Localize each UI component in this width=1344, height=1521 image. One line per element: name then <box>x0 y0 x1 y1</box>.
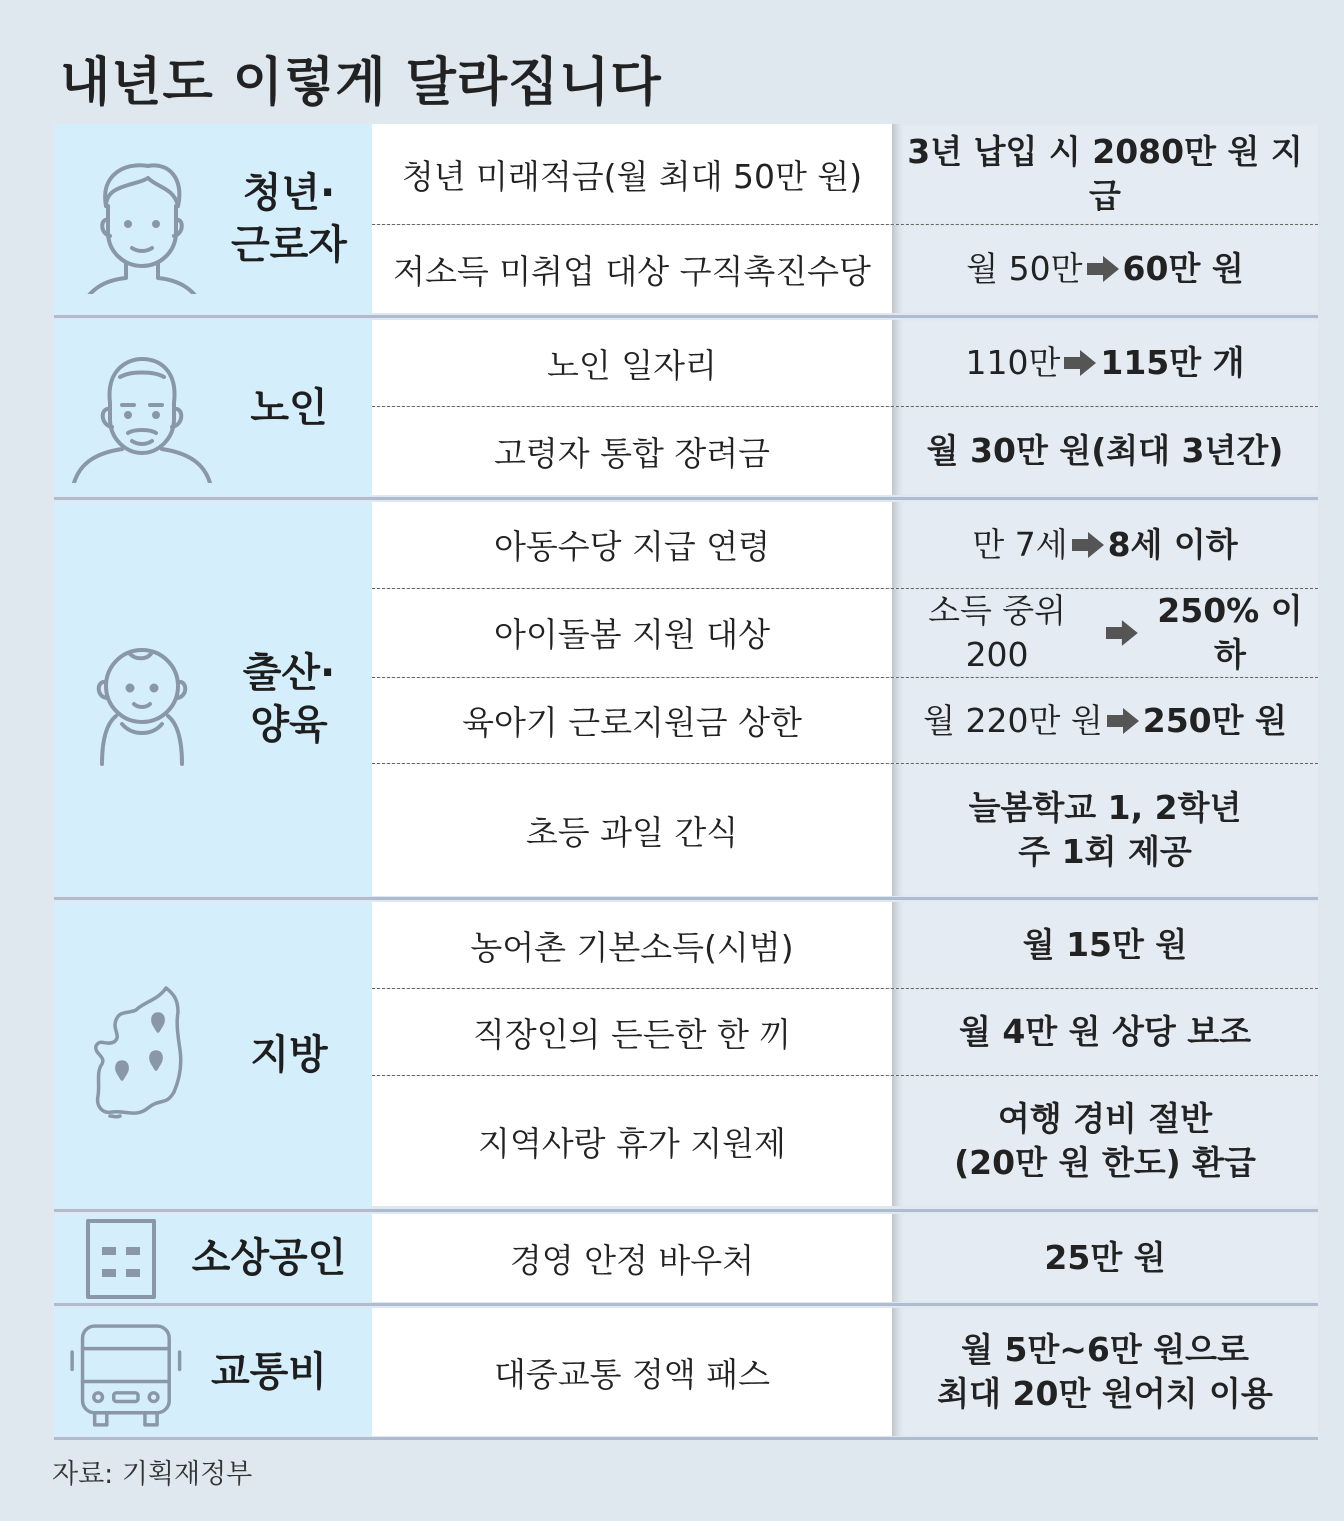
policy-value-text <box>892 130 1318 218</box>
policy-value-text <box>937 1328 1272 1416</box>
policy-row <box>372 988 1318 1075</box>
category-group <box>54 320 1318 496</box>
policy-value <box>892 1214 1318 1302</box>
category-group <box>54 502 1318 896</box>
policy-value-text <box>1044 1236 1165 1280</box>
new-value: 115만 개 <box>1100 343 1245 382</box>
policy-item <box>372 589 892 677</box>
new-value: 250만 원 <box>1142 700 1287 740</box>
new-value: 60만 원 <box>1122 249 1244 288</box>
text-line: 최대 20만 원어치 이용 <box>937 1374 1273 1413</box>
arrow-icon <box>1070 530 1106 560</box>
old-value: 만 7세 <box>972 524 1068 564</box>
elderly-man-icon <box>66 333 216 483</box>
policy-value <box>892 1076 1318 1206</box>
policy-row <box>372 406 1318 495</box>
policy-row <box>372 320 1318 406</box>
policy-item-label: 아동수당 지급 연령 <box>493 527 770 567</box>
new-value: 250% 이하 <box>1157 590 1303 674</box>
text-line: 출산· <box>242 650 336 696</box>
policy-value-text <box>959 1010 1251 1054</box>
policy-value-text <box>1023 923 1188 967</box>
policy-row <box>372 502 1318 588</box>
policy-item-label: 지역사랑 휴가 지원제 <box>478 1123 786 1163</box>
policy-value-text <box>969 786 1242 874</box>
policy-row <box>372 677 1318 764</box>
policy-item <box>372 407 892 495</box>
text-line: 월 30만 원(최대 3년간) <box>926 431 1284 470</box>
policy-value <box>892 225 1318 313</box>
policy-value <box>892 989 1318 1075</box>
policy-item <box>372 1308 892 1436</box>
category-label <box>174 1232 364 1284</box>
text-line: 교통비 <box>211 1349 327 1395</box>
policy-item-label: 고령자 통합 장려금 <box>493 433 770 473</box>
category-group <box>54 1214 1318 1302</box>
text-line: 근로자 <box>231 222 347 268</box>
policy-item <box>372 989 892 1075</box>
text-line: 청년· <box>242 170 336 216</box>
category-cell <box>54 902 372 1208</box>
category-label <box>224 167 354 271</box>
policy-row <box>372 763 1318 896</box>
policy-item <box>372 678 892 764</box>
category-cell <box>54 124 372 314</box>
category-label <box>224 1029 354 1081</box>
policy-table <box>54 124 1318 1436</box>
policy-row <box>372 1308 1318 1436</box>
young-man-icon <box>66 144 216 294</box>
text-line: 3년 납입 시 2080만 원 지급 <box>907 132 1303 215</box>
new-value: 8세 이하 <box>1107 524 1238 564</box>
category-label <box>224 647 354 751</box>
arrow-icon <box>1085 254 1121 284</box>
store-icon <box>76 1213 166 1303</box>
korea-map-icon <box>66 980 216 1130</box>
arrow-icon <box>1105 706 1141 736</box>
text-line: 노인 <box>250 385 328 431</box>
policy-value <box>892 678 1318 764</box>
policy-item-label: 육아기 근로지원금 상한 <box>462 703 802 743</box>
arrow-icon <box>1062 348 1098 378</box>
text-line: 양육 <box>250 702 328 748</box>
policy-item-label: 대중교통 정액 패스 <box>493 1354 770 1394</box>
policy-row <box>372 224 1318 313</box>
policy-item-label: 아이돌봄 지원 대상 <box>493 615 770 655</box>
baby-icon <box>66 624 216 774</box>
policy-row <box>372 588 1318 677</box>
policy-item <box>372 124 892 224</box>
policy-item <box>372 1214 892 1302</box>
category-label <box>184 1346 354 1398</box>
policy-value <box>892 902 1318 988</box>
arrow-icon <box>1104 618 1140 648</box>
policy-item <box>372 764 892 896</box>
policy-item-label: 초등 과일 간식 <box>525 812 739 852</box>
category-cell <box>54 1214 372 1302</box>
policy-item-label: 청년 미래적금(월 최대 50만 원) <box>401 156 863 196</box>
page-title: 내년도 이렇게 달라집니다 <box>60 53 662 113</box>
policy-item <box>372 502 892 588</box>
policy-item-label: 농어촌 기본소득(시범) <box>470 927 794 967</box>
policy-value <box>892 124 1318 224</box>
policy-value <box>892 407 1318 495</box>
bus-icon <box>60 1307 190 1437</box>
policy-value <box>892 502 1318 588</box>
policy-item <box>372 1076 892 1206</box>
policy-item-label: 노인 일자리 <box>547 345 717 385</box>
category-cell <box>54 502 372 896</box>
policy-row <box>372 902 1318 988</box>
text-line: 늘봄학교 1, 2학년 <box>968 788 1242 828</box>
policy-value <box>892 589 1318 677</box>
text-line: 지방 <box>250 1032 328 1078</box>
text-line: 여행 경비 절반 <box>997 1099 1213 1138</box>
text-line: 월 5만~6만 원으로 <box>961 1330 1249 1369</box>
policy-item-label: 경영 안정 바우처 <box>509 1240 755 1280</box>
category-group <box>54 902 1318 1208</box>
text-line: (20만 원 한도) 환급 <box>954 1143 1256 1182</box>
policy-item-label: 직장인의 든든한 한 끼 <box>472 1014 792 1054</box>
policy-value-text <box>954 1097 1256 1185</box>
policy-value-text <box>927 429 1284 473</box>
old-value: 소득 중위 200 <box>928 590 1067 674</box>
text-line: 25만 원 <box>1044 1238 1166 1277</box>
text-line: 월 4만 원 상당 보조 <box>958 1012 1252 1051</box>
old-value: 110만 <box>965 343 1061 382</box>
policy-item <box>372 320 892 406</box>
policy-row <box>372 1214 1318 1302</box>
category-cell <box>54 1308 372 1436</box>
text-line: 주 1회 제공 <box>1018 832 1192 872</box>
policy-row <box>372 1075 1318 1206</box>
policy-item-label: 저소득 미취업 대상 구직촉진수당 <box>393 251 871 291</box>
text-line: 소상공인 <box>191 1235 347 1281</box>
policy-value <box>892 1308 1318 1436</box>
old-value: 월 220만 원 <box>923 700 1103 740</box>
category-group <box>54 1308 1318 1436</box>
source-note: 자료: 기획재정부 <box>52 1459 253 1490</box>
category-label <box>224 382 354 434</box>
category-cell <box>54 320 372 496</box>
policy-row <box>372 124 1318 224</box>
policy-item <box>372 902 892 988</box>
policy-value <box>892 320 1318 406</box>
old-value: 월 50만 <box>966 249 1083 288</box>
policy-value <box>892 764 1318 896</box>
category-group <box>54 124 1318 314</box>
text-line: 월 15만 원 <box>1022 925 1188 964</box>
policy-item <box>372 225 892 313</box>
